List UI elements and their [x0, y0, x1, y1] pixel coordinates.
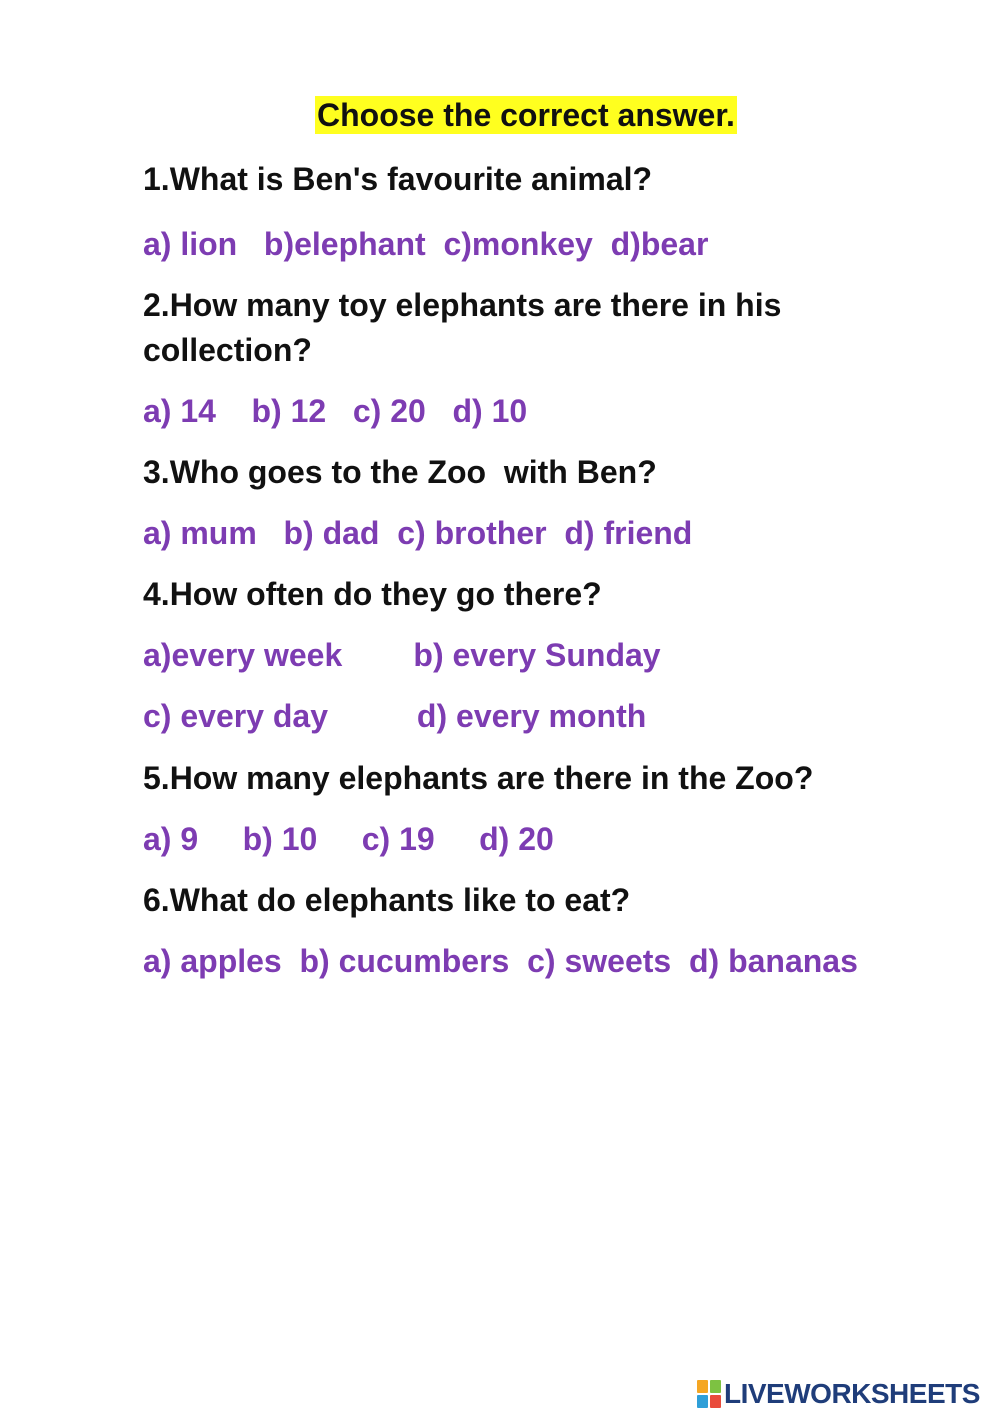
question-2-options: a) 14 b) 12 c) 20 d) 10: [143, 393, 528, 429]
worksheet-title: Choose the correct answer.: [317, 97, 735, 133]
liveworksheets-logo-icon: [697, 1380, 721, 1408]
question-4: 4.How often do they go there?: [143, 576, 602, 612]
question-4-options-row-2: c) every day d) every month: [143, 698, 647, 734]
question-1: 1.What is Ben's favourite animal?: [143, 161, 653, 197]
liveworksheets-logo[interactable]: [697, 1378, 980, 1410]
question-1-options: a) lion b)elephant c)monkey d)bear: [143, 226, 709, 262]
question-3: 3.Who goes to the Zoo with Ben?: [143, 454, 657, 490]
question-6: 6.What do elephants like to eat?: [143, 882, 631, 918]
question-2-continued: collection?: [143, 332, 312, 368]
question-5: 5.How many elephants are there in the Zoo?: [143, 760, 814, 796]
question-2: 2.How many toy elephants are there in his: [143, 287, 782, 323]
logo-text: LIVEWORKSHEETS: [724, 1378, 980, 1409]
question-5-options: a) 9 b) 10 c) 19 d) 20: [143, 821, 554, 857]
question-6-options: a) apples b) cucumbers c) sweets d) bananas: [143, 943, 858, 979]
question-4-options-row-1: a)every week b) every Sunday: [143, 637, 661, 673]
question-3-options: a) mum b) dad c) brother d) friend: [143, 515, 693, 551]
